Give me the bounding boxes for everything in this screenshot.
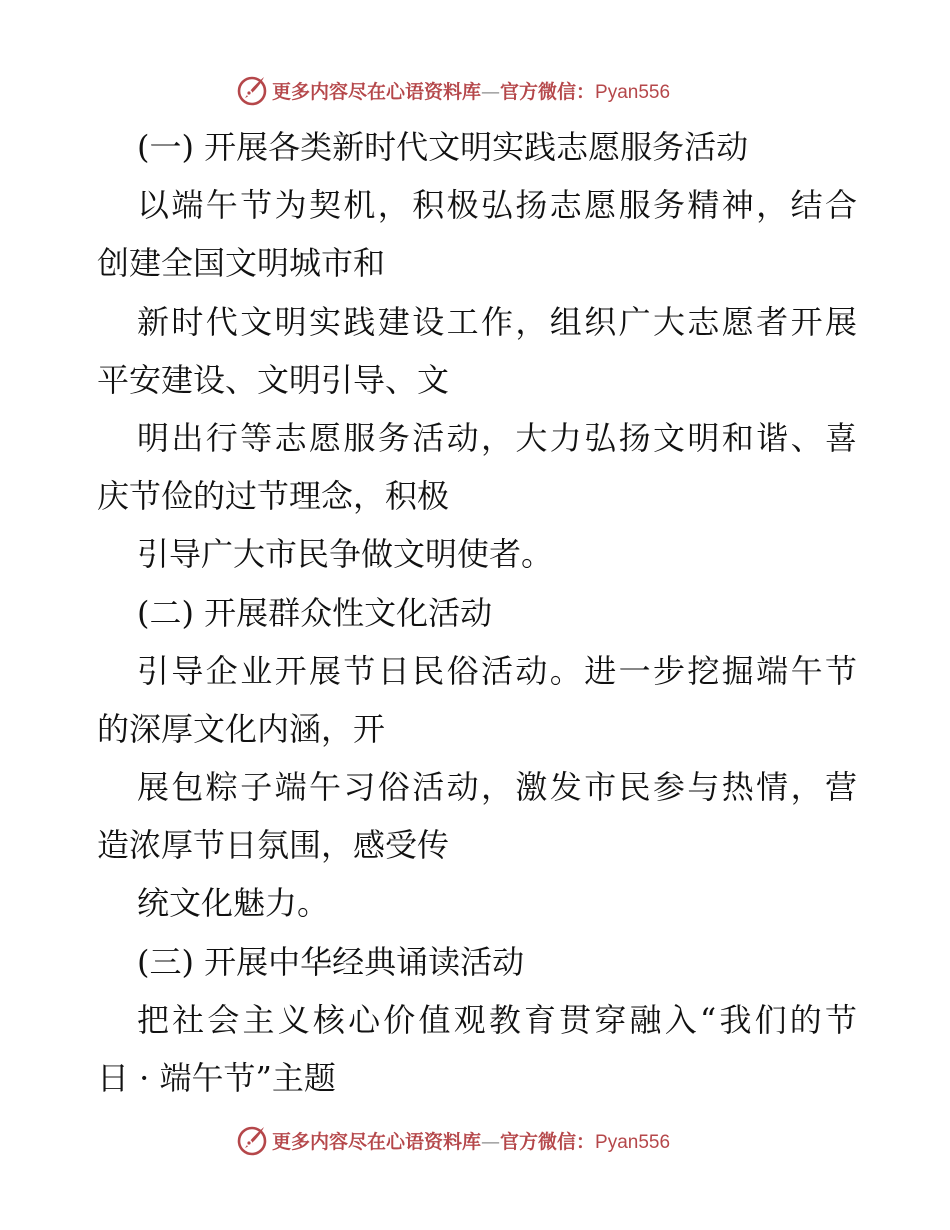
paragraph-line: 引导企业开展节日民俗活动。进一步挖掘端午节 (137, 651, 857, 690)
footer-watermark-banner (236, 1124, 716, 1156)
paragraph-line: 新时代文明实践建设工作，组织广大志愿者开展 (137, 302, 857, 341)
banner-text (272, 77, 670, 104)
quill-seal-logo-icon (236, 74, 268, 106)
paragraph-line: 的深厚文化内涵，开 (97, 709, 386, 748)
paragraph-line: 日 · 端午节”主题 (97, 1059, 336, 1097)
paragraph-line: 统文化魅力。 (137, 884, 330, 923)
section-heading-1: (一) 开展各类新时代文明实践志愿服务活动 (137, 128, 749, 166)
banner-handle: Pyan556 (595, 1131, 671, 1153)
paragraph-line: 引导广大市民争做文明使者。 (137, 535, 554, 574)
paragraph-line: 把社会主义核心价值观教育贯穿融入“我们的节 (137, 1000, 857, 1039)
section-heading-3: (三) 开展中华经典诵读活动 (137, 942, 525, 981)
paragraph-line: 造浓厚节日氛围，感受传 (97, 826, 450, 865)
banner-brand: 更多内容尽在心语资料库 (272, 80, 482, 103)
paragraph-line: 创建全国文明城市和 (97, 244, 386, 283)
banner-label: 官方微信： (500, 80, 596, 103)
header-watermark-banner (236, 74, 716, 106)
banner-text (272, 1127, 670, 1154)
quill-seal-logo-icon (236, 1124, 268, 1156)
paragraph-line: 展包粽子端午习俗活动，激发市民参与热情，营 (137, 768, 857, 807)
banner-label: 官方微信： (500, 1130, 596, 1153)
section-heading-2: (二) 开展群众性文化活动 (137, 593, 493, 632)
banner-dash: — (481, 80, 501, 103)
paragraph-line: 以端午节为契机，积极弘扬志愿服务精神，结合 (137, 186, 857, 225)
document-body (97, 118, 857, 1107)
paragraph-line: 庆节俭的过节理念，积极 (97, 477, 450, 516)
banner-dash: — (481, 1130, 501, 1153)
banner-brand: 更多内容尽在心语资料库 (272, 1130, 482, 1153)
paragraph-line: 明出行等志愿服务活动，大力弘扬文明和谐、喜 (137, 418, 857, 457)
paragraph-line: 平安建设、文明引导、文 (97, 360, 450, 399)
banner-handle: Pyan556 (595, 81, 671, 103)
